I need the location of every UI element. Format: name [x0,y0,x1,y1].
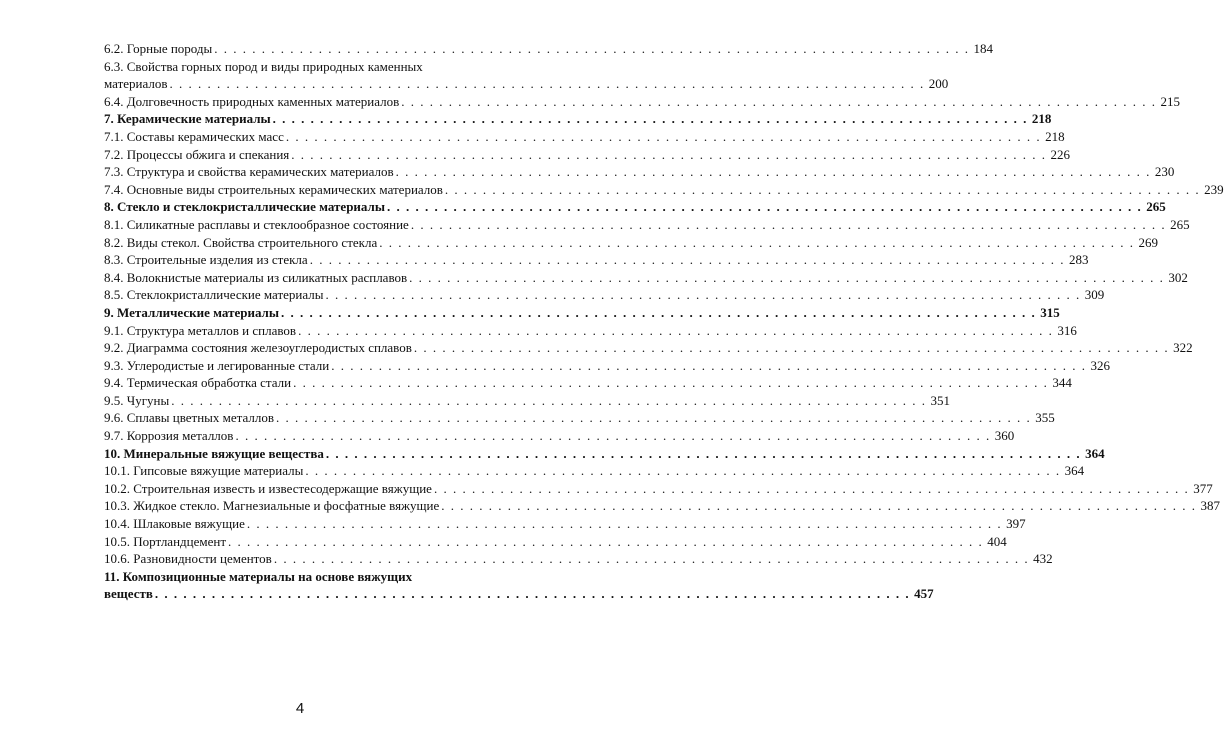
toc-entry [104,163,1175,181]
toc-page-number: 269 [1138,234,1158,250]
toc-entry [104,146,1071,164]
toc-entry-title: 10.3. Жидкое стекло. Магнезиальные и фосфатные вяжущие [104,498,440,514]
toc-page-number: 309 [1084,287,1105,303]
toc-entry [104,409,1055,427]
toc-leader-dots: . . . . . . . . . . . . . . . . . . . . . . . . . . . . . . . . . . . . . . . . . . . . . . . . . . . . . . . . . . . . . . . . . . . . . . . . . . . . . . . . [214,41,970,56]
toc-leader-dots: . . . . . . . . . . . . . . . . . . . . . . . . . . . . . . . . . . . . . . . . . . . . . . . . . . . . . . . . . . . . . . . . . . . . . . . . . . . . . . . . [171,392,927,408]
toc-leader-dots: . . . . . . . . . . . . . . . . . . . . . . . . . . . . . . . . . . . . . . . . . . . . . . . . . . . . . . . . . . . . . . . . . . . . . . . . . . . . . . . . [379,234,1135,250]
toc-entry-title: 7. Керамические материалы [104,111,271,127]
toc-leader-dots: . . . . . . . . . . . . . . . . . . . . . . . . . . . . . . . . . . . . . . . . . . . . . . . . . . . . . . . . . . . . . . . . . . . . . . . . . . . . . . . . [433,480,1190,496]
toc-entry-title: 8.2. Виды стекол. Свойства строительного стекла [104,234,378,250]
toc-entry [104,251,1089,269]
toc-entry [104,339,1193,357]
toc-leader-dots: . . . . . . . . . . . . . . . . . . . . . . . . . . . . . . . . . . . . . . . . . . . . . . . . . . . . . . . . . . . . . . . . . . . . . . . . . . . . . . . . [386,199,1143,215]
toc-entry [104,357,1110,375]
toc-leader-dots: . . . . . . . . . . . . . . . . . . . . . . . . . . . . . . . . . . . . . . . . . . . . . . . . . . . . . . . . . . . . . . . . . . . . . . . . . . . . . . . . [331,357,1087,373]
toc-entry-title: 8. Стекло и стеклокристаллические материалы [104,199,385,215]
toc-leader-dots: . . . . . . . . . . . . . . . . . . . . . . . . . . . . . . . . . . . . . . . . . . . . . . . . . . . . . . . . . . . . . . . . . . . . . . . . . . . . . . . . [401,93,1157,109]
toc-entry [104,216,1190,234]
toc-entry-title: 10.4. Шлаковые вяжущие [104,516,245,532]
toc-page-number: 218 [1031,111,1052,127]
toc-entry-title: 8.4. Волокнистые материалы из силикатных расплавов [104,269,408,285]
toc-leader-dots: . . . . . . . . . . . . . . . . . . . . . . . . . . . . . . . . . . . . . . . . . . . . . . . . . . . . . . . . . . . . . . . . . . . . . . . . . . . . . . . . [273,551,1030,567]
toc-page-number: 326 [1090,357,1110,373]
toc-page-number: 226 [1050,146,1071,162]
toc-entry [104,533,1007,551]
toc-page-number: 364 [1064,463,1085,479]
toc-leader-dots: . . . . . . . . . . . . . . . . . . . . . . . . . . . . . . . . . . . . . . . . . . . . . . . . . . . . . . . . . . . . . . . . . . . . . . . . . . . . . . . . [309,252,1065,268]
toc-page-number: 184 [973,41,994,56]
toc-entry [104,427,1015,445]
toc-leader-dots: . . . . . . . . . . . . . . . . . . . . . . . . . . . . . . . . . . . . . . . . . . . . . . . . . . . . . . . . . . . . . . . . . . . . . . . . . . . . . . . . [246,516,1003,532]
toc-entry-title: 9.6. Сплавы цветных металлов [104,410,275,426]
toc-entry-title: 9.5. Чугуны [104,392,170,408]
toc-page-number: 218 [1045,128,1065,144]
toc-page-number: 404 [987,533,1007,549]
toc-entry-title: 8.1. Силикатные расплавы и стеклообразное состояние [104,216,409,232]
toc-page-number: 283 [1068,252,1089,268]
toc-entry-title: 6.3. Свойства горных пород и виды природных каменных [104,58,423,74]
toc-chapter [104,304,1060,322]
toc-entry-title: 10.6. Разновидности цементов [104,551,272,567]
toc-page-number: 355 [1035,410,1055,426]
toc-entry-title: 9.3. Углеродистые и легированные стали [104,357,330,373]
toc-leader-dots: . . . . . . . . . . . . . . . . . . . . . . . . . . . . . . . . . . . . . . . . . . . . . . . . . . . . . . . . . . . . . . . . . . . . . . . . . . . . . . . . [228,533,984,549]
toc-leader-dots: . . . . . . . . . . . . . . . . . . . . . . . . . . . . . . . . . . . . . . . . . . . . . . . . . . . . . . . . . . . . . . . . . . . . . . . . . . . . . . . . [154,586,911,602]
toc-leader-dots: . . . . . . . . . . . . . . . . . . . . . . . . . . . . . . . . . . . . . . . . . . . . . . . . . . . . . . . . . . . . . . . . . . . . . . . . . . . . . . . . [272,111,1028,127]
toc-page-number: 344 [1052,375,1072,391]
toc-entry [104,286,1105,304]
toc-entry-title: 8.5. Стеклокристаллические материалы [104,287,324,303]
toc-entry-title: 10.1. Гипсовые вяжущие материалы [104,463,304,479]
toc-page-number: 377 [1193,480,1213,496]
toc-leader-dots: . . . . . . . . . . . . . . . . . . . . . . . . . . . . . . . . . . . . . . . . . . . . . . . . . . . . . . . . . . . . . . . . . . . . . . . . . . . . . . . . [444,181,1201,197]
toc-entry [104,480,1213,498]
toc-entry [104,550,1053,568]
toc-leader-dots: . . . . . . . . . . . . . . . . . . . . . . . . . . . . . . . . . . . . . . . . . . . . . . . . . . . . . . . . . . . . . . . . . . . . . . . . . . . . . . . . [413,340,1170,356]
toc-entry-title: 9.7. Коррозия металлов [104,428,234,444]
toc-entry [104,58,949,93]
toc-entry-title: 9.4. Термическая обработка стали [104,375,292,391]
toc-entry [104,462,1085,480]
toc-page-number: 351 [930,392,950,408]
toc-entry [104,392,950,410]
toc-entry [104,374,1072,392]
toc-entry [104,93,1181,111]
toc-leader-dots: . . . . . . . . . . . . . . . . . . . . . . . . . . . . . . . . . . . . . . . . . . . . . . . . . . . . . . . . . . . . . . . . . . . . . . . . . . . . . . . . [325,445,1082,461]
toc-entry-title: 11. Композиционные материалы на основе вяжущих [104,568,413,584]
toc-page-number: 397 [1006,516,1026,532]
toc-entry-title: 9.2. Диаграмма состояния железоуглеродистых сплавов [104,340,412,356]
toc-leader-dots: . . . . . . . . . . . . . . . . . . . . . . . . . . . . . . . . . . . . . . . . . . . . . . . . . . . . . . . . . . . . . . . . . . . . . . . . . . . . . . . . [409,269,1165,285]
toc-entry-title: 7.2. Процессы обжига и спекания [104,146,290,162]
toc-page-number: 265 [1170,216,1190,232]
toc-leader-dots: . . . . . . . . . . . . . . . . . . . . . . . . . . . . . . . . . . . . . . . . . . . . . . . . . . . . . . . . . . . . . . . . . . . . . . . . . . . . . . . . [169,76,925,92]
toc-leader-dots: . . . . . . . . . . . . . . . . . . . . . . . . . . . . . . . . . . . . . . . . . . . . . . . . . . . . . . . . . . . . . . . . . . . . . . . . . . . . . . . . [305,463,1061,479]
toc-entry-title: 7.1. Составы керамических масс [104,128,284,144]
toc-entry [104,234,1158,252]
toc-leader-dots: . . . . . . . . . . . . . . . . . . . . . . . . . . . . . . . . . . . . . . . . . . . . . . . . . . . . . . . . . . . . . . . . . . . . . . . . . . . . . . . . [291,146,1047,162]
toc-leader-dots: . . . . . . . . . . . . . . . . . . . . . . . . . . . . . . . . . . . . . . . . . . . . . . . . . . . . . . . . . . . . . . . . . . . . . . . . . . . . . . . . [395,164,1151,180]
toc-page-number: 432 [1033,551,1053,567]
toc-page-number: 265 [1146,199,1166,215]
toc-page-number: 200 [928,76,949,92]
toc-leader-dots: . . . . . . . . . . . . . . . . . . . . . . . . . . . . . . . . . . . . . . . . . . . . . . . . . . . . . . . . . . . . . . . . . . . . . . . . . . . . . . . . [235,428,991,444]
toc-entry [104,128,1065,146]
toc-page-number: 316 [1057,322,1077,338]
toc-entry-title: 7.3. Структура и свойства керамических материалов [104,164,394,180]
toc-entry-title: 6.2. Горные породы [104,41,213,56]
toc-page-number: 364 [1085,445,1105,461]
toc-page-number: 360 [994,428,1015,444]
page-number: 4 [295,700,305,717]
toc-page-number: 230 [1154,164,1175,180]
toc-leader-dots: . . . . . . . . . . . . . . . . . . . . . . . . . . . . . . . . . . . . . . . . . . . . . . . . . . . . . . . . . . . . . . . . . . . . . . . . . . . . . . . . [293,375,1049,391]
toc-page-number: 387 [1200,498,1221,514]
toc-page-number: 315 [1040,304,1060,320]
toc-page-number: 322 [1173,340,1193,356]
table-of-contents [104,40,1224,603]
toc-leader-dots: . . . . . . . . . . . . . . . . . . . . . . . . . . . . . . . . . . . . . . . . . . . . . . . . . . . . . . . . . . . . . . . . . . . . . . . . . . . . . . . . [441,498,1197,514]
toc-entry-title: 10. Минеральные вяжущие вещества [104,445,324,461]
toc-entry-title: 6.4. Долговечность природных каменных материалов [104,93,400,109]
toc-page-number: 302 [1168,269,1188,285]
toc-entry-title: 10.2. Строительная известь и известесодержащие вяжущие [104,480,432,496]
toc-entry-title: материалов [104,76,168,92]
toc-leader-dots: . . . . . . . . . . . . . . . . . . . . . . . . . . . . . . . . . . . . . . . . . . . . . . . . . . . . . . . . . . . . . . . . . . . . . . . . . . . . . . . . [298,322,1054,338]
toc-chapter [104,198,1166,216]
toc-entry [104,515,1026,533]
toc-leader-dots: . . . . . . . . . . . . . . . . . . . . . . . . . . . . . . . . . . . . . . . . . . . . . . . . . . . . . . . . . . . . . . . . . . . . . . . . . . . . . . . . [281,304,1037,320]
toc-entry [104,497,1221,515]
toc-chapter [104,568,934,603]
toc-entry-title: 8.3. Строительные изделия из стекла [104,252,308,268]
toc-entry [104,40,994,58]
toc-leader-dots: . . . . . . . . . . . . . . . . . . . . . . . . . . . . . . . . . . . . . . . . . . . . . . . . . . . . . . . . . . . . . . . . . . . . . . . . . . . . . . . . [276,410,1032,426]
toc-leader-dots: . . . . . . . . . . . . . . . . . . . . . . . . . . . . . . . . . . . . . . . . . . . . . . . . . . . . . . . . . . . . . . . . . . . . . . . . . . . . . . . . [410,216,1167,232]
toc-leader-dots: . . . . . . . . . . . . . . . . . . . . . . . . . . . . . . . . . . . . . . . . . . . . . . . . . . . . . . . . . . . . . . . . . . . . . . . . . . . . . . . . [325,287,1081,303]
toc-entry-title: 9.1. Структура металлов и сплавов [104,322,297,338]
toc-entry-title: 7.4. Основные виды строительных керамических материалов [104,181,443,197]
toc-leader-dots: . . . . . . . . . . . . . . . . . . . . . . . . . . . . . . . . . . . . . . . . . . . . . . . . . . . . . . . . . . . . . . . . . . . . . . . . . . . . . . . . [285,128,1042,144]
toc-entry [104,322,1077,340]
toc-entry [104,269,1188,287]
toc-chapter [104,110,1052,128]
toc-entry-title: 9. Металлические материалы [104,304,279,320]
toc-chapter [104,445,1105,463]
toc-page-number: 239 [1204,181,1224,197]
toc-entry-title: 10.5. Портландцемент [104,533,227,549]
toc-page-number: 215 [1160,93,1181,109]
toc-page-number: 457 [914,586,934,602]
toc-entry-title: веществ [104,586,153,602]
toc-entry [104,181,1224,199]
